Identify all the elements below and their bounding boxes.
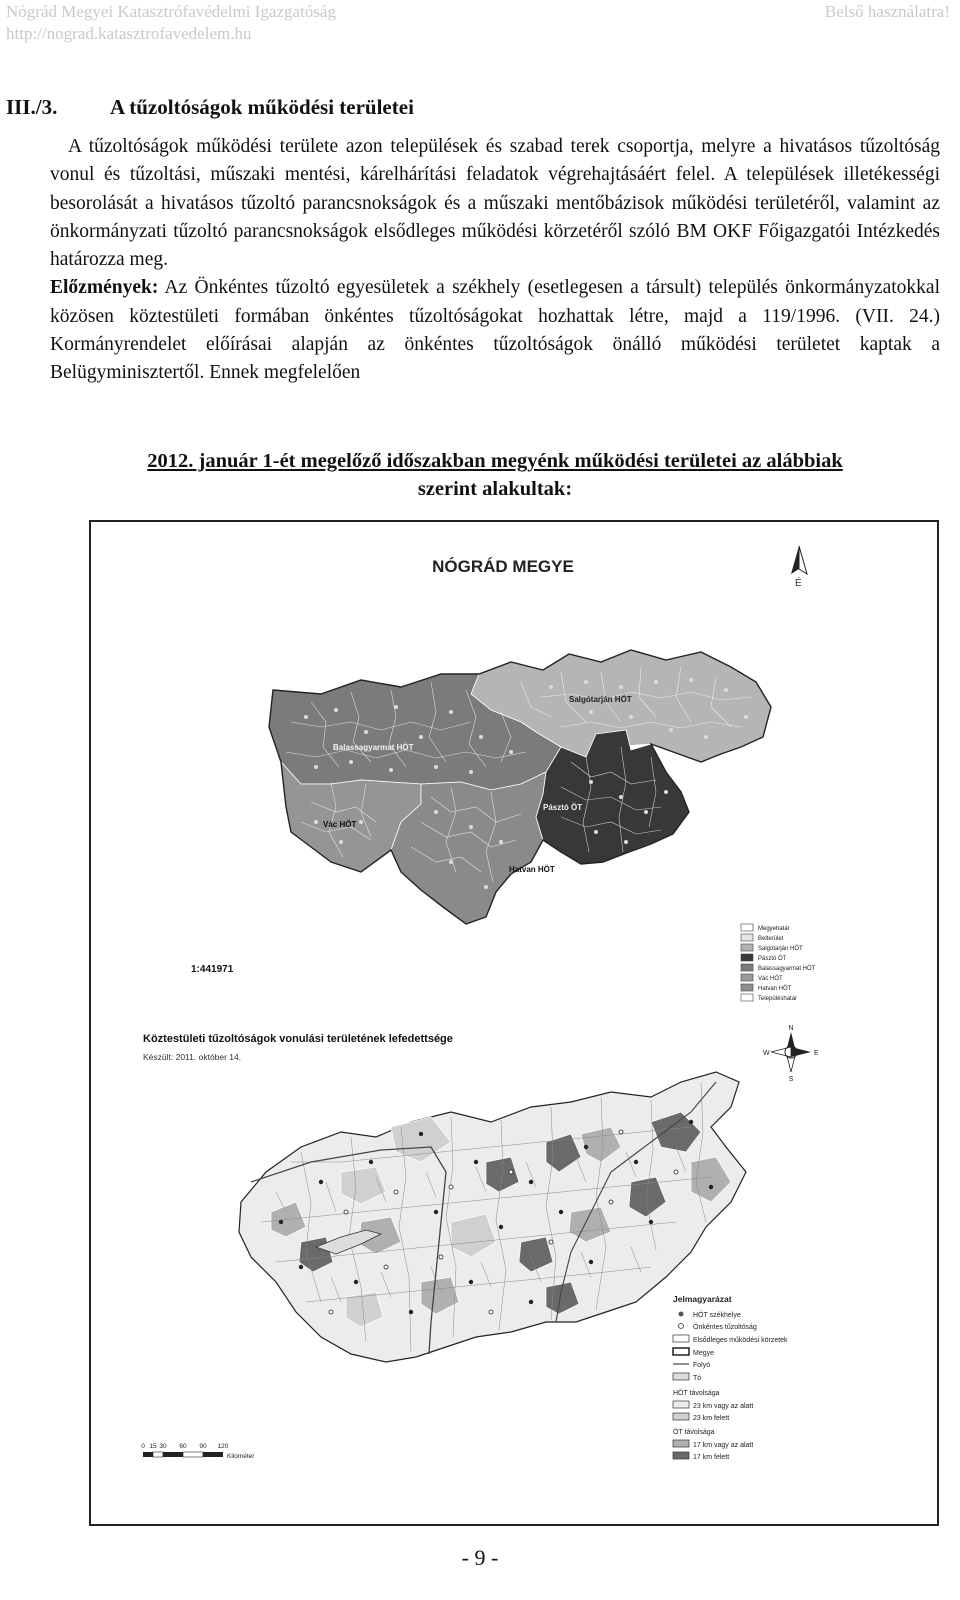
compass-n: N (788, 1025, 794, 1032)
scale-tick-2: 30 (159, 1443, 167, 1450)
caption-line-2: szerint alakultak: (417, 478, 573, 500)
legend-item-5: Tó (693, 1375, 702, 1382)
north-arrow-icon (791, 546, 807, 589)
label-paszto: Pásztó ÖT (543, 803, 583, 812)
legend-label-5: Vác HÖT (758, 976, 783, 982)
page-number: - 9 - (461, 1545, 499, 1570)
legend-label-1: Belterület (758, 936, 784, 942)
country-map-subtitle: Készült: 2011. október 14. (143, 1052, 242, 1062)
legend-item-3: Megye (693, 1350, 715, 1357)
map-figure (89, 520, 939, 1526)
paragraph-2 (50, 274, 940, 387)
legend-ot-0: 17 km vagy az alatt (693, 1442, 754, 1449)
header-classification: Belső használatra! (824, 2, 950, 21)
country-map-title: Köztestületi tűzoltóságok vonulási területének lefedettsége (143, 1033, 453, 1045)
scale-tick-0: 0 (141, 1443, 145, 1450)
label-balassagyarmat: Balassagyarmat HÖT (333, 743, 414, 752)
page-header (0, 0, 960, 48)
map-caption (50, 447, 940, 503)
paragraph-1: A tűzoltóságok működési területe azon települések és szabad terek csoportja, melyre a hivatásos tűzoltóság vonul és tűzoltási, műszaki mentési, kárelhárítási feladatok végrehajtásáért felel. A települések illetékességi besorolását a hivatásos tűzoltó parancsnokságok és a műszaki mentőbázisok működési területéről, valamint az önkormányzati tűzoltó parancsnokságok elsődleges működési körzetéről szóló BM OKF Főigazgatói Intézkedés határozza meg. (50, 136, 940, 271)
distance-scale-bar (141, 1443, 255, 1460)
scale-tick-3: 60 (179, 1443, 187, 1450)
legend-swatch-0 (741, 924, 753, 931)
header-url[interactable]: http://nograd.katasztrofavedelem.hu (6, 24, 252, 43)
section-title: A tűzoltóságok működési területei (110, 95, 414, 119)
legend-swatch-1 (741, 934, 753, 941)
legend-hot-0: 23 km vagy az alatt (693, 1403, 754, 1410)
header-organization: Nógrád Megyei Katasztrófavédelmi Igazgatóság (6, 2, 336, 21)
scale-tick-4: 90 (199, 1443, 207, 1450)
compass-w: W (763, 1050, 770, 1057)
legend-item-0: HÖT székhelye (693, 1312, 741, 1319)
section-heading (6, 95, 414, 120)
scale-tick-1: 15 (149, 1443, 157, 1450)
paragraph-2-label: Előzmények: (50, 277, 159, 299)
legend-title: Jelmagyarázat (673, 1294, 732, 1304)
legend-swatch-6 (741, 984, 753, 991)
legend-label-4: Balassagyarmat HÖT (758, 966, 816, 972)
legend-item-1: Önkéntes tűzoltóság (693, 1324, 757, 1331)
legend-swatch-5 (741, 974, 753, 981)
county-map-title: NÓGRÁD MEGYE (432, 557, 574, 576)
label-vac: Vác HÖT (323, 820, 357, 829)
body-text (50, 133, 940, 388)
legend-label-7: Településhatár (758, 996, 798, 1002)
scale-unit: Kilométer (227, 1453, 255, 1460)
label-hatvan: Hatvan HÖT (509, 865, 555, 874)
legend-swatch-2 (741, 944, 753, 951)
legend-ot-title: ÖT távolsága (673, 1429, 715, 1436)
paragraph-2-text: Az Önkéntes tűzoltó egyesületek a székhely (esetlegesen a társult) település önkormányzatokkal közösen köztestületi formában önkéntes tűzoltóságokat hozhattak létre, majd a 119/1996. (VII. 24.) Kormányrendelet előírásai alapján az önkéntes tűzoltóságok önálló működési területet kaptak a Belügyminisztertől. Ennek megfelelően (50, 277, 940, 384)
legend-ot-1: 17 km felett (693, 1454, 730, 1461)
legend-item-2: Elsődleges működési körzetek (693, 1337, 788, 1344)
legend-hot-title: HÖT távolsága (673, 1390, 720, 1397)
north-arrow-letter: É (795, 578, 802, 589)
legend-swatch-7 (741, 994, 753, 1001)
county-map-scale: 1:441971 (191, 964, 234, 975)
section-number: III./3. (6, 95, 58, 119)
legend-swatch-4 (741, 964, 753, 971)
legend-hot-1: 23 km felett (693, 1415, 730, 1422)
country-map-legend (673, 1294, 788, 1461)
compass-s: S (788, 1076, 794, 1083)
compass-rose-icon (763, 1025, 819, 1083)
caption-line-1: 2012. január 1-ét megelőző időszakban megyénk működési területei az alábbiak (147, 450, 843, 472)
label-salgotarjan: Salgótarján HÖT (569, 695, 632, 704)
legend-label-3: Pásztó ÖT (758, 956, 787, 962)
legend-swatch-3 (741, 954, 753, 961)
compass-e: E (814, 1050, 819, 1057)
legend-label-0: Megyehatár (758, 926, 790, 932)
legend-item-4: Folyó (693, 1362, 711, 1369)
scale-tick-5: 120 (217, 1443, 229, 1450)
county-map-legend (741, 924, 816, 1002)
legend-label-6: Hatvan HÖT (758, 986, 792, 992)
legend-label-2: Salgótarján HÖT (758, 946, 803, 952)
